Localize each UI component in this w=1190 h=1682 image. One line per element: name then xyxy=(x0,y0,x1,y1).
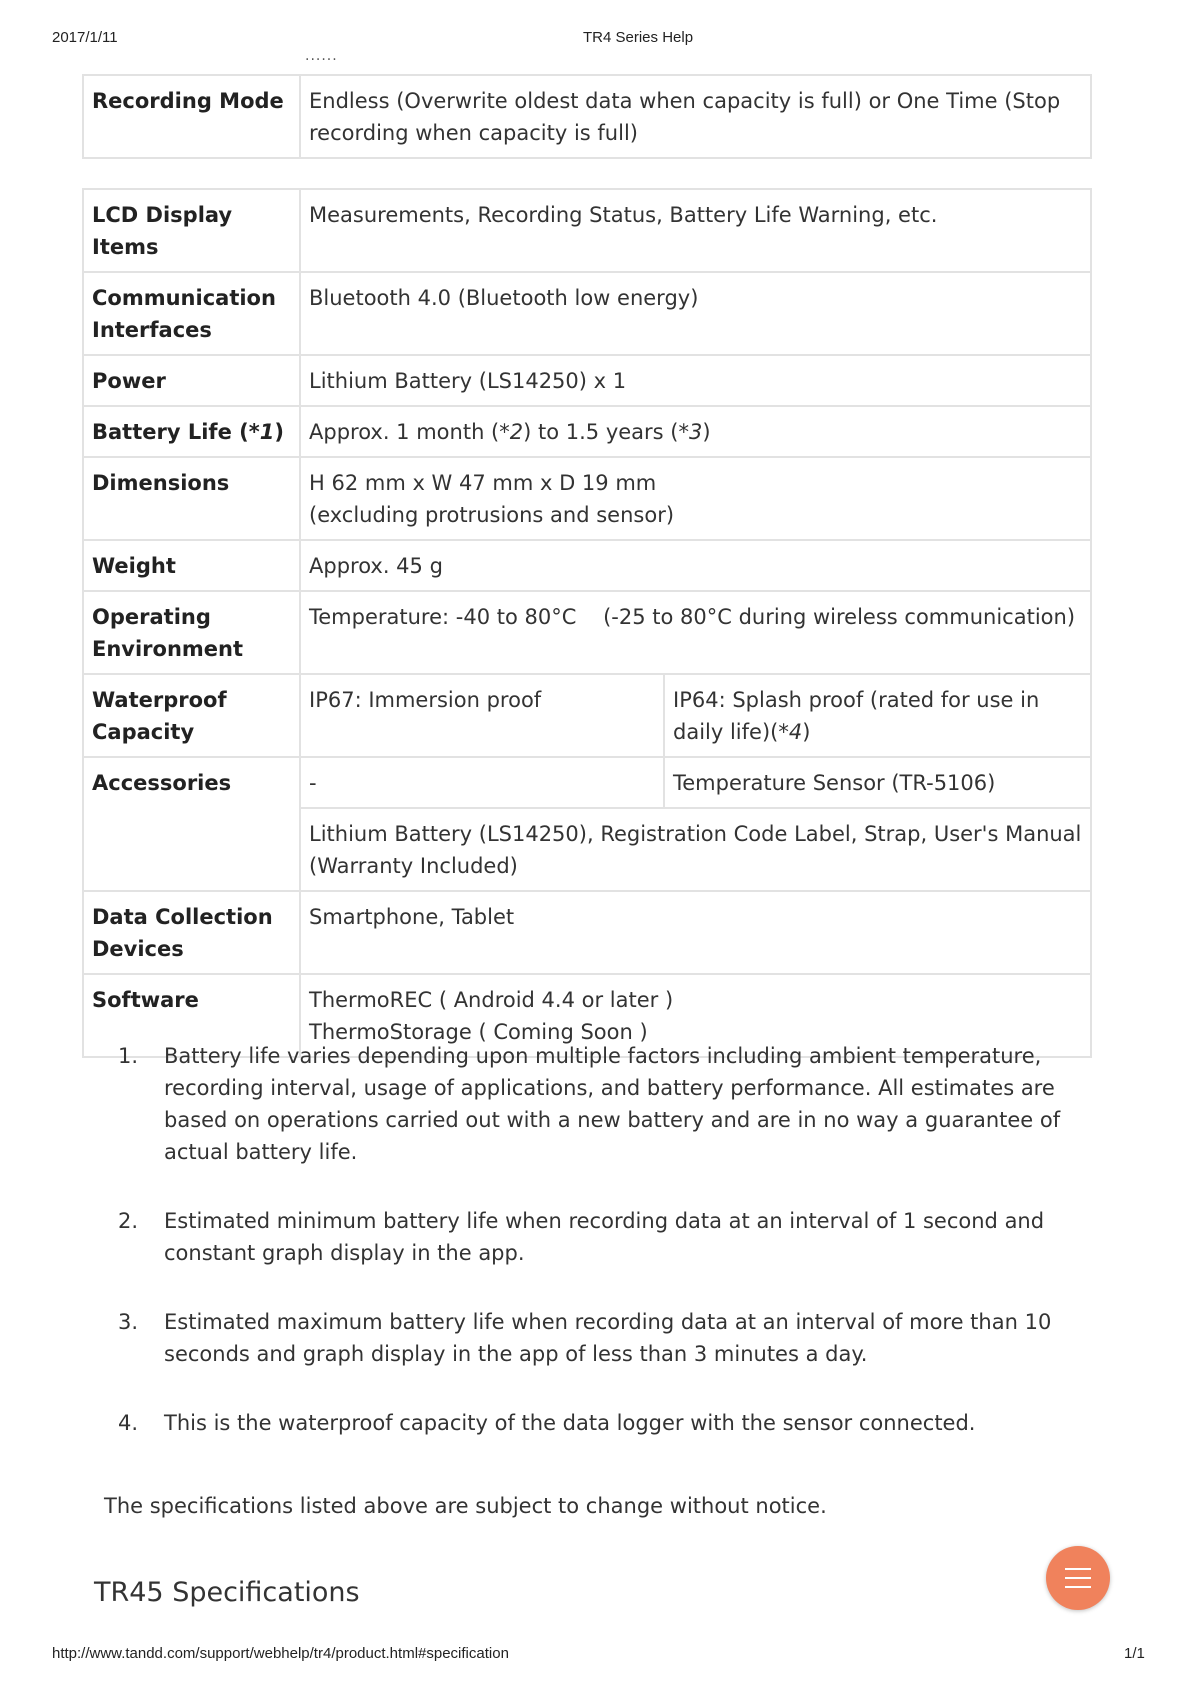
spec-value: Smartphone, Tablet xyxy=(300,891,1091,974)
footnote-ref: *1 xyxy=(248,420,275,444)
spec-value: Approx. 1 month (*2) to 1.5 years (*3) xyxy=(300,406,1091,457)
page-number: 1/1 xyxy=(1124,1645,1145,1662)
footnote-ref: *3 xyxy=(678,420,703,444)
table-row xyxy=(83,355,1091,406)
spec-table xyxy=(82,188,1092,1058)
list-item: 1. Battery life varies depending upon multiple factors including ambient temperature, recording interval, usage of applications, and battery performance. All estimates are based on operations carried out with a new battery and are in no way a guarantee of actual battery life. xyxy=(118,1044,1061,1164)
spec-label: Communication Interfaces xyxy=(83,272,300,355)
table-row xyxy=(83,540,1091,591)
print-date: 2017/1/11 xyxy=(52,29,118,46)
table-row xyxy=(83,457,1091,540)
table-row xyxy=(83,189,1091,272)
section-heading: TR45 Specifications xyxy=(94,1577,360,1608)
spec-label: Battery Life (*1) xyxy=(83,406,300,457)
spec-label: Recording Mode xyxy=(83,75,300,158)
list-item: 2. Estimated minimum battery life when recording data at an interval of 1 second and constant graph display in the app. xyxy=(118,1209,1045,1265)
spec-value: Temperature Sensor (TR-5106) xyxy=(664,757,1091,808)
spec-label: LCD Display Items xyxy=(83,189,300,272)
spec-label: Power xyxy=(83,355,300,406)
footnotes-list xyxy=(112,1040,1062,1476)
spec-value: Bluetooth 4.0 (Bluetooth low energy) xyxy=(300,272,1091,355)
table-row xyxy=(83,75,1091,158)
spec-value-ip64: IP64: Splash proof (rated for use in daily life)(*4) xyxy=(664,674,1091,757)
menu-button[interactable] xyxy=(1046,1546,1110,1610)
footnote-ref: *4 xyxy=(778,720,803,744)
spec-label: Dimensions xyxy=(83,457,300,540)
spec-label: Operating Environment xyxy=(83,591,300,674)
table-row xyxy=(83,891,1091,974)
table-row xyxy=(83,757,1091,808)
spec-value: Endless (Overwrite oldest data when capacity is full) or One Time (Stop recording when capacity is full) xyxy=(300,75,1091,158)
print-title: TR4 Series Help xyxy=(583,29,694,46)
table-row xyxy=(83,272,1091,355)
spec-label: Accessories xyxy=(83,757,300,891)
spec-value: Lithium Battery (LS14250), Registration Code Label, Strap, User's Manual (Warranty Included) xyxy=(300,808,1091,891)
spec-value: Measurements, Recording Status, Battery Life Warning, etc. xyxy=(300,189,1091,272)
table-row xyxy=(83,591,1091,674)
footer-url: http://www.tandd.com/support/webhelp/tr4/product.html#specification xyxy=(52,1645,509,1662)
table-row xyxy=(83,406,1091,457)
spec-label: Waterproof Capacity xyxy=(83,674,300,757)
spec-value: Lithium Battery (LS14250) x 1 xyxy=(300,355,1091,406)
spec-value-ip67: IP67: Immersion proof xyxy=(300,674,664,757)
footnote-ref: *2 xyxy=(499,420,524,444)
spec-value: ThermoREC ( Android 4.4 or later ) ThermoStorage ( Coming Soon ) xyxy=(300,974,1091,1057)
recording-mode-table xyxy=(82,74,1092,159)
truncated-content-marker: ...... xyxy=(305,48,338,64)
list-item: 4. This is the waterproof capacity of the data logger with the sensor connected. xyxy=(118,1411,976,1435)
spec-label: Weight xyxy=(83,540,300,591)
spec-value: H 62 mm x W 47 mm x D 19 mm (excluding protrusions and sensor) xyxy=(300,457,1091,540)
table-row xyxy=(83,674,1091,757)
spec-value: Approx. 45 g xyxy=(300,540,1091,591)
disclaimer-text: The specifications listed above are subject to change without notice. xyxy=(104,1494,827,1518)
spec-value: Temperature: -40 to 80°C (-25 to 80°C during wireless communication) xyxy=(300,591,1091,674)
spec-label: Software xyxy=(83,974,300,1057)
list-item: 3. Estimated maximum battery life when recording data at an interval of more than 10 seconds and graph display in the app of less than 3 minutes a day. xyxy=(118,1310,1052,1366)
spec-value: - xyxy=(300,757,664,808)
spec-label: Data Collection Devices xyxy=(83,891,300,974)
